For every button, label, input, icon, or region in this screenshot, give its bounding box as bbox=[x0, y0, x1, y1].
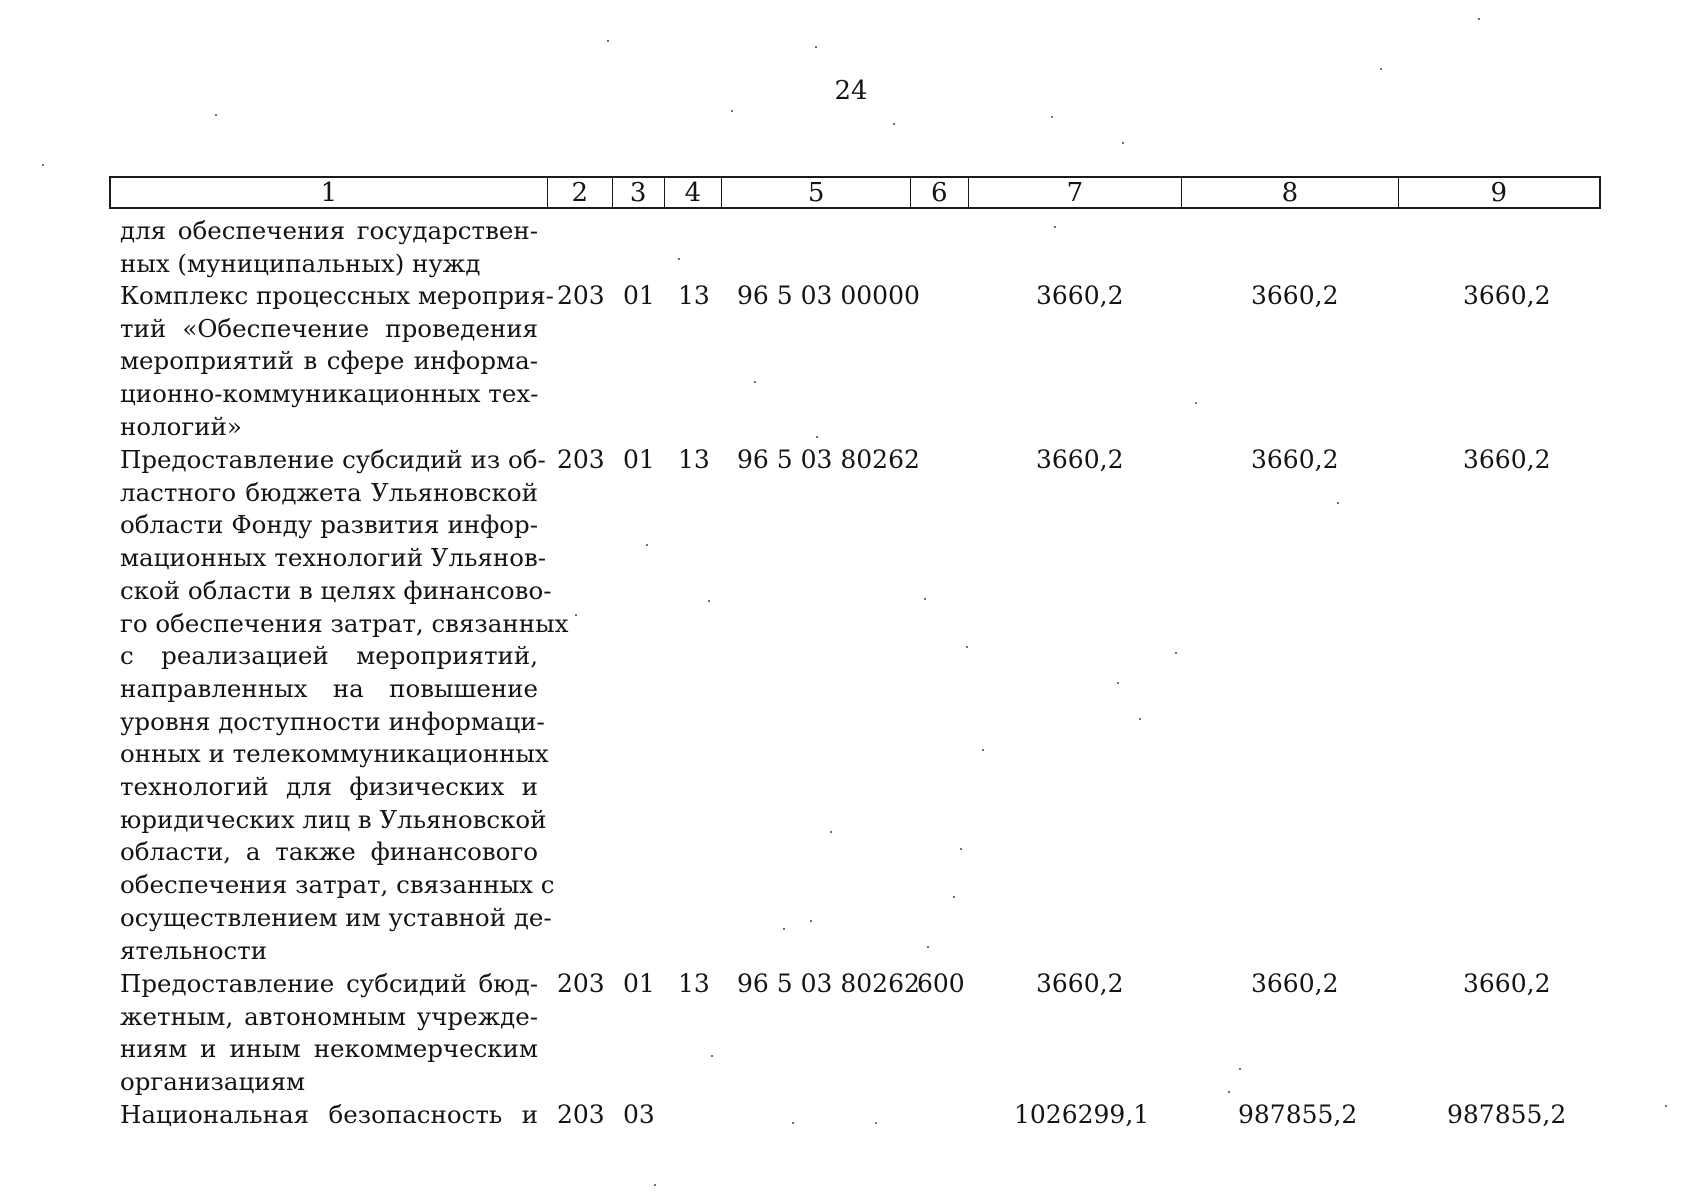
cell-col3: 01 bbox=[623, 445, 655, 474]
row-description bbox=[120, 1099, 538, 1132]
column-number-8: 8 bbox=[1182, 178, 1398, 207]
description-line: Комплекс процессных мероприя- bbox=[120, 281, 554, 310]
description-line: юридических лиц в Ульяновской bbox=[120, 804, 547, 834]
column-number-7: 7 bbox=[969, 178, 1182, 207]
cell-col9: 3660,2 bbox=[1463, 281, 1551, 310]
cell-col8: 3660,2 bbox=[1251, 969, 1339, 998]
cell-col4: 13 bbox=[678, 969, 710, 998]
cell-col2: 203 bbox=[557, 445, 605, 474]
description-line: ционно-коммуникационных тех- bbox=[120, 379, 539, 409]
description-line: осуществлением им уставной де- bbox=[120, 902, 552, 932]
cell-col7: 1026299,1 bbox=[1014, 1100, 1150, 1129]
row-description bbox=[120, 280, 554, 444]
cell-col9: 987855,2 bbox=[1447, 1100, 1567, 1129]
description-line: ластного бюджета Ульяновской bbox=[120, 477, 538, 507]
cell-col2: 203 bbox=[557, 969, 605, 998]
description-line: ской области в целях финансово- bbox=[120, 575, 552, 605]
cell-col5: 96 5 03 00000 bbox=[737, 281, 920, 310]
description-line: направленных на повышение bbox=[120, 673, 538, 703]
cell-col8: 987855,2 bbox=[1238, 1100, 1358, 1129]
cell-col8: 3660,2 bbox=[1251, 445, 1339, 474]
description-line: жетным, автономным учрежде- bbox=[120, 1001, 538, 1031]
description-line: области, а также финансового bbox=[120, 837, 538, 867]
description-line: онных и телекоммуникационных bbox=[120, 739, 549, 769]
cell-col5: 96 5 03 80262 bbox=[737, 445, 920, 474]
row-description bbox=[120, 215, 538, 280]
description-line: Предоставление субсидий из об- bbox=[120, 445, 546, 474]
cell-col8: 3660,2 bbox=[1251, 281, 1339, 310]
description-line: мационных технологий Ульянов- bbox=[120, 543, 547, 573]
column-number-2: 2 bbox=[548, 178, 613, 207]
cell-col3: 03 bbox=[623, 1100, 655, 1129]
cell-col2: 203 bbox=[557, 1100, 605, 1129]
column-number-1: 1 bbox=[111, 178, 548, 207]
cell-col9: 3660,2 bbox=[1463, 969, 1551, 998]
cell-col6: 600 bbox=[917, 969, 965, 998]
description-line: Национальная безопасность и bbox=[120, 1100, 538, 1129]
cell-col9: 3660,2 bbox=[1463, 445, 1551, 474]
description-line: области Фонду развития инфор- bbox=[120, 510, 538, 540]
description-line: тий «Обеспечение проведения bbox=[120, 313, 538, 343]
cell-col4: 13 bbox=[678, 445, 710, 474]
description-line: мероприятий в сфере информа- bbox=[120, 346, 538, 376]
description-line: нологий» bbox=[120, 411, 242, 441]
cell-col2: 203 bbox=[557, 281, 605, 310]
column-number-3: 3 bbox=[613, 178, 665, 207]
description-line: ных (муниципальных) нужд bbox=[120, 248, 481, 278]
description-line: технологий для физических и bbox=[120, 772, 538, 802]
description-line: обеспечения затрат, связанных с bbox=[120, 870, 555, 900]
column-number-4: 4 bbox=[665, 178, 723, 207]
column-number-6: 6 bbox=[911, 178, 969, 207]
page-number: 24 bbox=[834, 76, 868, 106]
column-number-9: 9 bbox=[1490, 178, 1508, 208]
description-line: уровня доступности информаци- bbox=[120, 706, 545, 736]
description-line: ятельности bbox=[120, 935, 268, 965]
description-line: организациям bbox=[120, 1067, 306, 1097]
cell-col7: 3660,2 bbox=[1036, 445, 1124, 474]
cell-col4: 13 bbox=[678, 281, 710, 310]
cell-col3: 01 bbox=[623, 969, 655, 998]
row-description bbox=[120, 968, 538, 1099]
description-line: с реализацией мероприятий, bbox=[120, 641, 538, 671]
description-line: го обеспечения затрат, связанных bbox=[120, 608, 569, 638]
cell-col3: 01 bbox=[623, 281, 655, 310]
cell-col7: 3660,2 bbox=[1036, 281, 1124, 310]
cell-col7: 3660,2 bbox=[1036, 969, 1124, 998]
description-line: Предоставление субсидий бюд- bbox=[120, 969, 538, 998]
description-line: ниям и иным некоммерческим bbox=[120, 1034, 538, 1064]
table-column-header bbox=[109, 176, 1601, 209]
row-description bbox=[120, 444, 569, 967]
cell-col5: 96 5 03 80262 bbox=[737, 969, 920, 998]
column-number-5: 5 bbox=[722, 178, 911, 207]
description-line: для обеспечения государствен- bbox=[120, 216, 538, 245]
